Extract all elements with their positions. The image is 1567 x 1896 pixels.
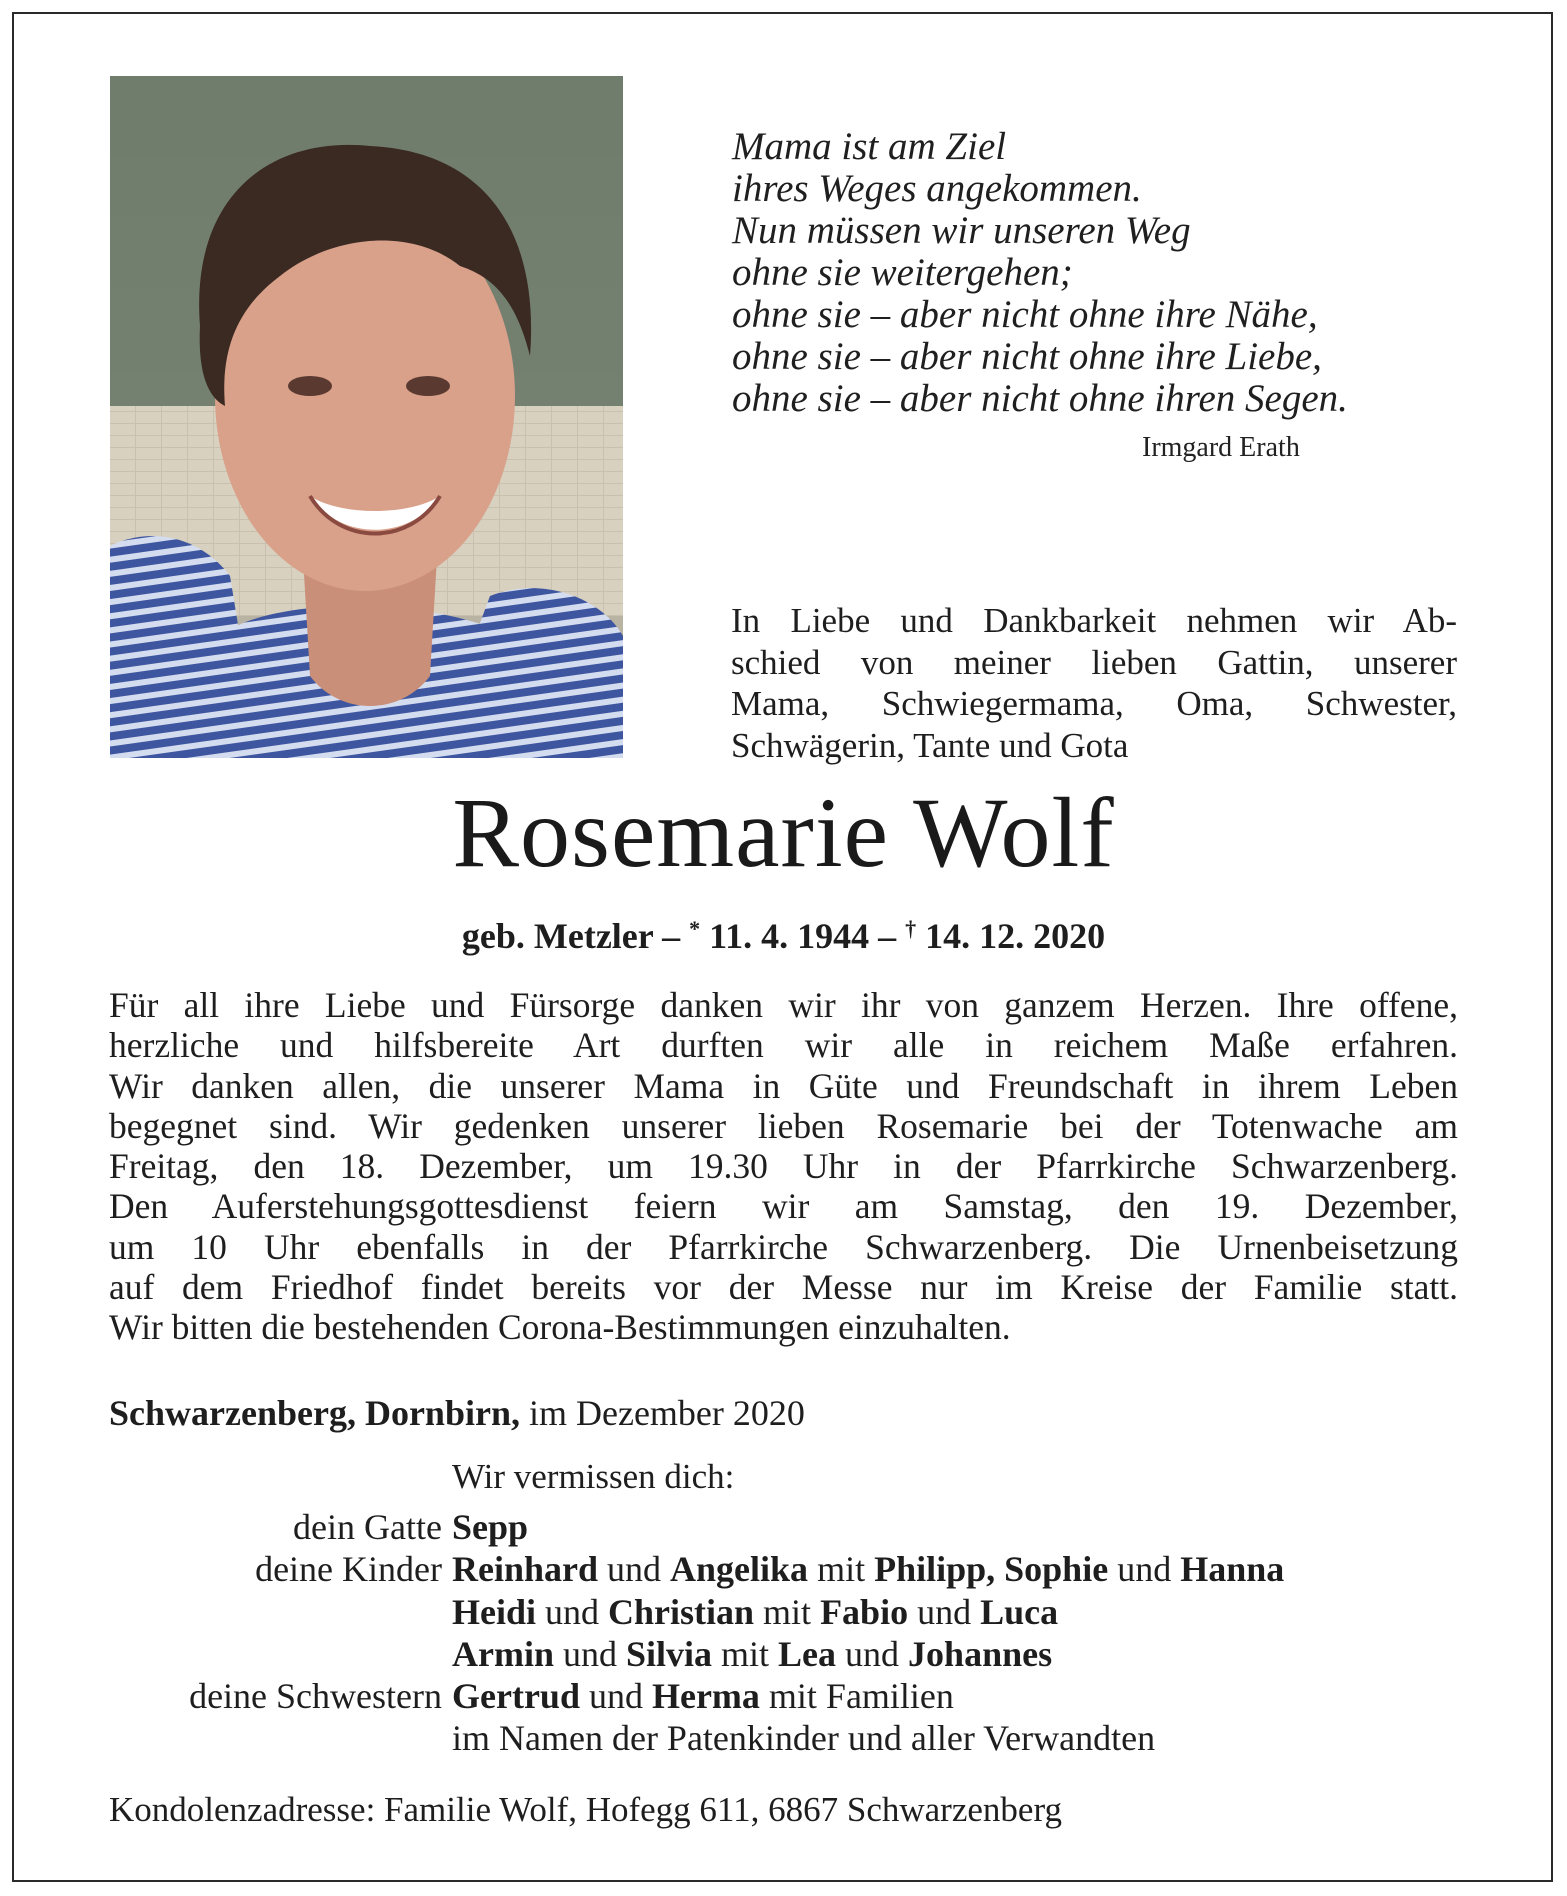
mourner-connector: mit: [808, 1549, 875, 1590]
mourner-connector: und: [536, 1591, 609, 1632]
intro-line: Mama, Schwiegermama, Oma, Schwester,: [731, 684, 1457, 723]
mourner-row: [109, 1548, 1469, 1590]
mourner-row: [109, 1675, 1469, 1717]
mourner-name: Fabio: [820, 1591, 909, 1632]
poem-line: Nun müssen wir unseren Weg: [732, 209, 1191, 252]
mourner-names: [452, 1506, 1469, 1548]
place-towns: Schwarzenberg, Dornbirn,: [109, 1393, 520, 1433]
mourner-name: Luca: [980, 1591, 1059, 1632]
portrait-photo: [110, 76, 623, 758]
mourner-connector: und: [908, 1591, 981, 1632]
body-line: Freitag, den 18. Dezember, um 19.30 Uhr in der Pfarrkirche Schwarzenberg.: [109, 1146, 1458, 1187]
mourner-connector: mit Familien: [759, 1676, 954, 1717]
poem-line: ohne sie – aber nicht ohne ihre Liebe,: [732, 335, 1322, 378]
intro-line: In Liebe und Dankbarkeit nehmen wir Ab-: [731, 601, 1457, 640]
mourner-relation: [109, 1633, 452, 1675]
mourner-connector: und: [554, 1633, 626, 1674]
mourner-name: Hanna: [1180, 1549, 1285, 1590]
mourner-connector: mit: [712, 1633, 779, 1674]
mourner-names: [452, 1717, 1469, 1759]
mourner-connector: und: [1108, 1549, 1181, 1590]
poem-line: Mama ist am Ziel: [732, 125, 1007, 168]
deceased-name: Rosemarie Wolf: [452, 777, 1115, 888]
mourner-names: [452, 1548, 1469, 1590]
life-dates: [0, 907, 1567, 958]
death-cross-symbol: †: [905, 916, 917, 941]
mourner-names: [452, 1675, 1469, 1717]
mourner-name: Herma: [651, 1676, 760, 1717]
body-line: Für all ihre Liebe und Fürsorge danken wir ihr von ganzem Herzen. Ihre offene,: [109, 985, 1458, 1025]
mourner-name: Johannes: [908, 1633, 1053, 1674]
poem-line: ihres Weges angekommen.: [732, 167, 1142, 210]
mourner-name: Armin: [452, 1633, 554, 1674]
body-line: Den Auferstehungsgottesdienst feiern wir am Samstag, den 19. Dezember,: [109, 1186, 1458, 1227]
mourner-connector: und: [579, 1676, 652, 1717]
mourner-row: [109, 1633, 1469, 1675]
mourner-relation: [109, 1591, 452, 1633]
place-month: im Dezember 2020: [519, 1393, 805, 1433]
mourners-list: [109, 1506, 1469, 1760]
birth-star-symbol: *: [689, 916, 701, 941]
mourner-connector: und: [836, 1633, 909, 1674]
poem-author: Irmgard Erath: [1142, 432, 1300, 463]
mourner-relation: [109, 1717, 452, 1759]
body-line: um 10 Uhr ebenfalls in der Pfarrkirche Schwarzenberg. Die Urnenbeisetzung: [109, 1226, 1458, 1267]
mourner-relation: deine Schwestern: [189, 1676, 442, 1717]
birth-date: 11. 4. 1944 –: [700, 916, 906, 956]
mourner-row: [109, 1506, 1469, 1548]
mourner-name: Lea: [778, 1633, 837, 1674]
mourner-name: Sepp: [452, 1507, 529, 1547]
death-date: 14. 12. 2020: [916, 916, 1106, 956]
poem-line: ohne sie – aber nicht ohne ihre Nähe,: [732, 293, 1318, 336]
mourner-connector: mit: [754, 1591, 821, 1632]
body-line: herzliche und hilfsbereite Art durften wir alle in reichem Maße erfahren.: [109, 1025, 1458, 1066]
mourner-relation: dein Gatte: [293, 1507, 442, 1547]
body-line: Wir bitten die bestehenden Corona-Bestimmungen einzuhalten.: [109, 1307, 1011, 1348]
mourner-row: [109, 1591, 1469, 1633]
mourners-heading: Wir vermissen dich:: [452, 1457, 735, 1496]
mourner-name: Reinhard: [452, 1549, 599, 1590]
intro-line: schied von meiner lieben Gattin, unserer: [731, 642, 1457, 682]
mourner-name: Philipp, Sophie: [874, 1549, 1109, 1590]
mourner-names: [452, 1633, 1469, 1675]
birth-name: geb. Metzler –: [461, 916, 690, 956]
mourner-row: [109, 1717, 1469, 1759]
body-line: begegnet sind. Wir gedenken unserer lieben Rosemarie bei der Totenwache am: [109, 1105, 1458, 1146]
mourner-names: [452, 1591, 1469, 1633]
mourner-connector: und: [598, 1549, 671, 1590]
poem-line: ohne sie weitergehen;: [732, 251, 1073, 294]
place-date: [109, 1392, 805, 1434]
mourner-name: Christian: [608, 1591, 755, 1632]
poem-line: ohne sie – aber nicht ohne ihren Segen.: [732, 377, 1348, 420]
mourner-name: Silvia: [626, 1633, 713, 1674]
mourner-connector: im Namen der Patenkinder und aller Verwandten: [452, 1718, 1156, 1759]
farewell-intro: [731, 600, 1457, 766]
portrait-illustration: [110, 76, 623, 758]
mourner-name: Gertrud: [452, 1676, 580, 1717]
mourner-name: Heidi: [452, 1591, 537, 1632]
body-line: Wir danken allen, die unserer Mama in Güte und Freundschaft in ihrem Leben: [109, 1065, 1458, 1106]
body-text: [109, 985, 1458, 1348]
poem: [732, 126, 1372, 420]
intro-line: Schwägerin, Tante und Gota: [731, 725, 1129, 765]
condolence-address: Kondolenzadresse: Familie Wolf, Hofegg 611, 6867 Schwarzenberg: [109, 1790, 1062, 1829]
mourner-relation: deine Kinder: [255, 1549, 442, 1590]
body-line: auf dem Friedhof findet bereits vor der Messe nur im Kreise der Familie statt.: [109, 1267, 1458, 1308]
mourner-name: Angelika: [670, 1549, 809, 1590]
